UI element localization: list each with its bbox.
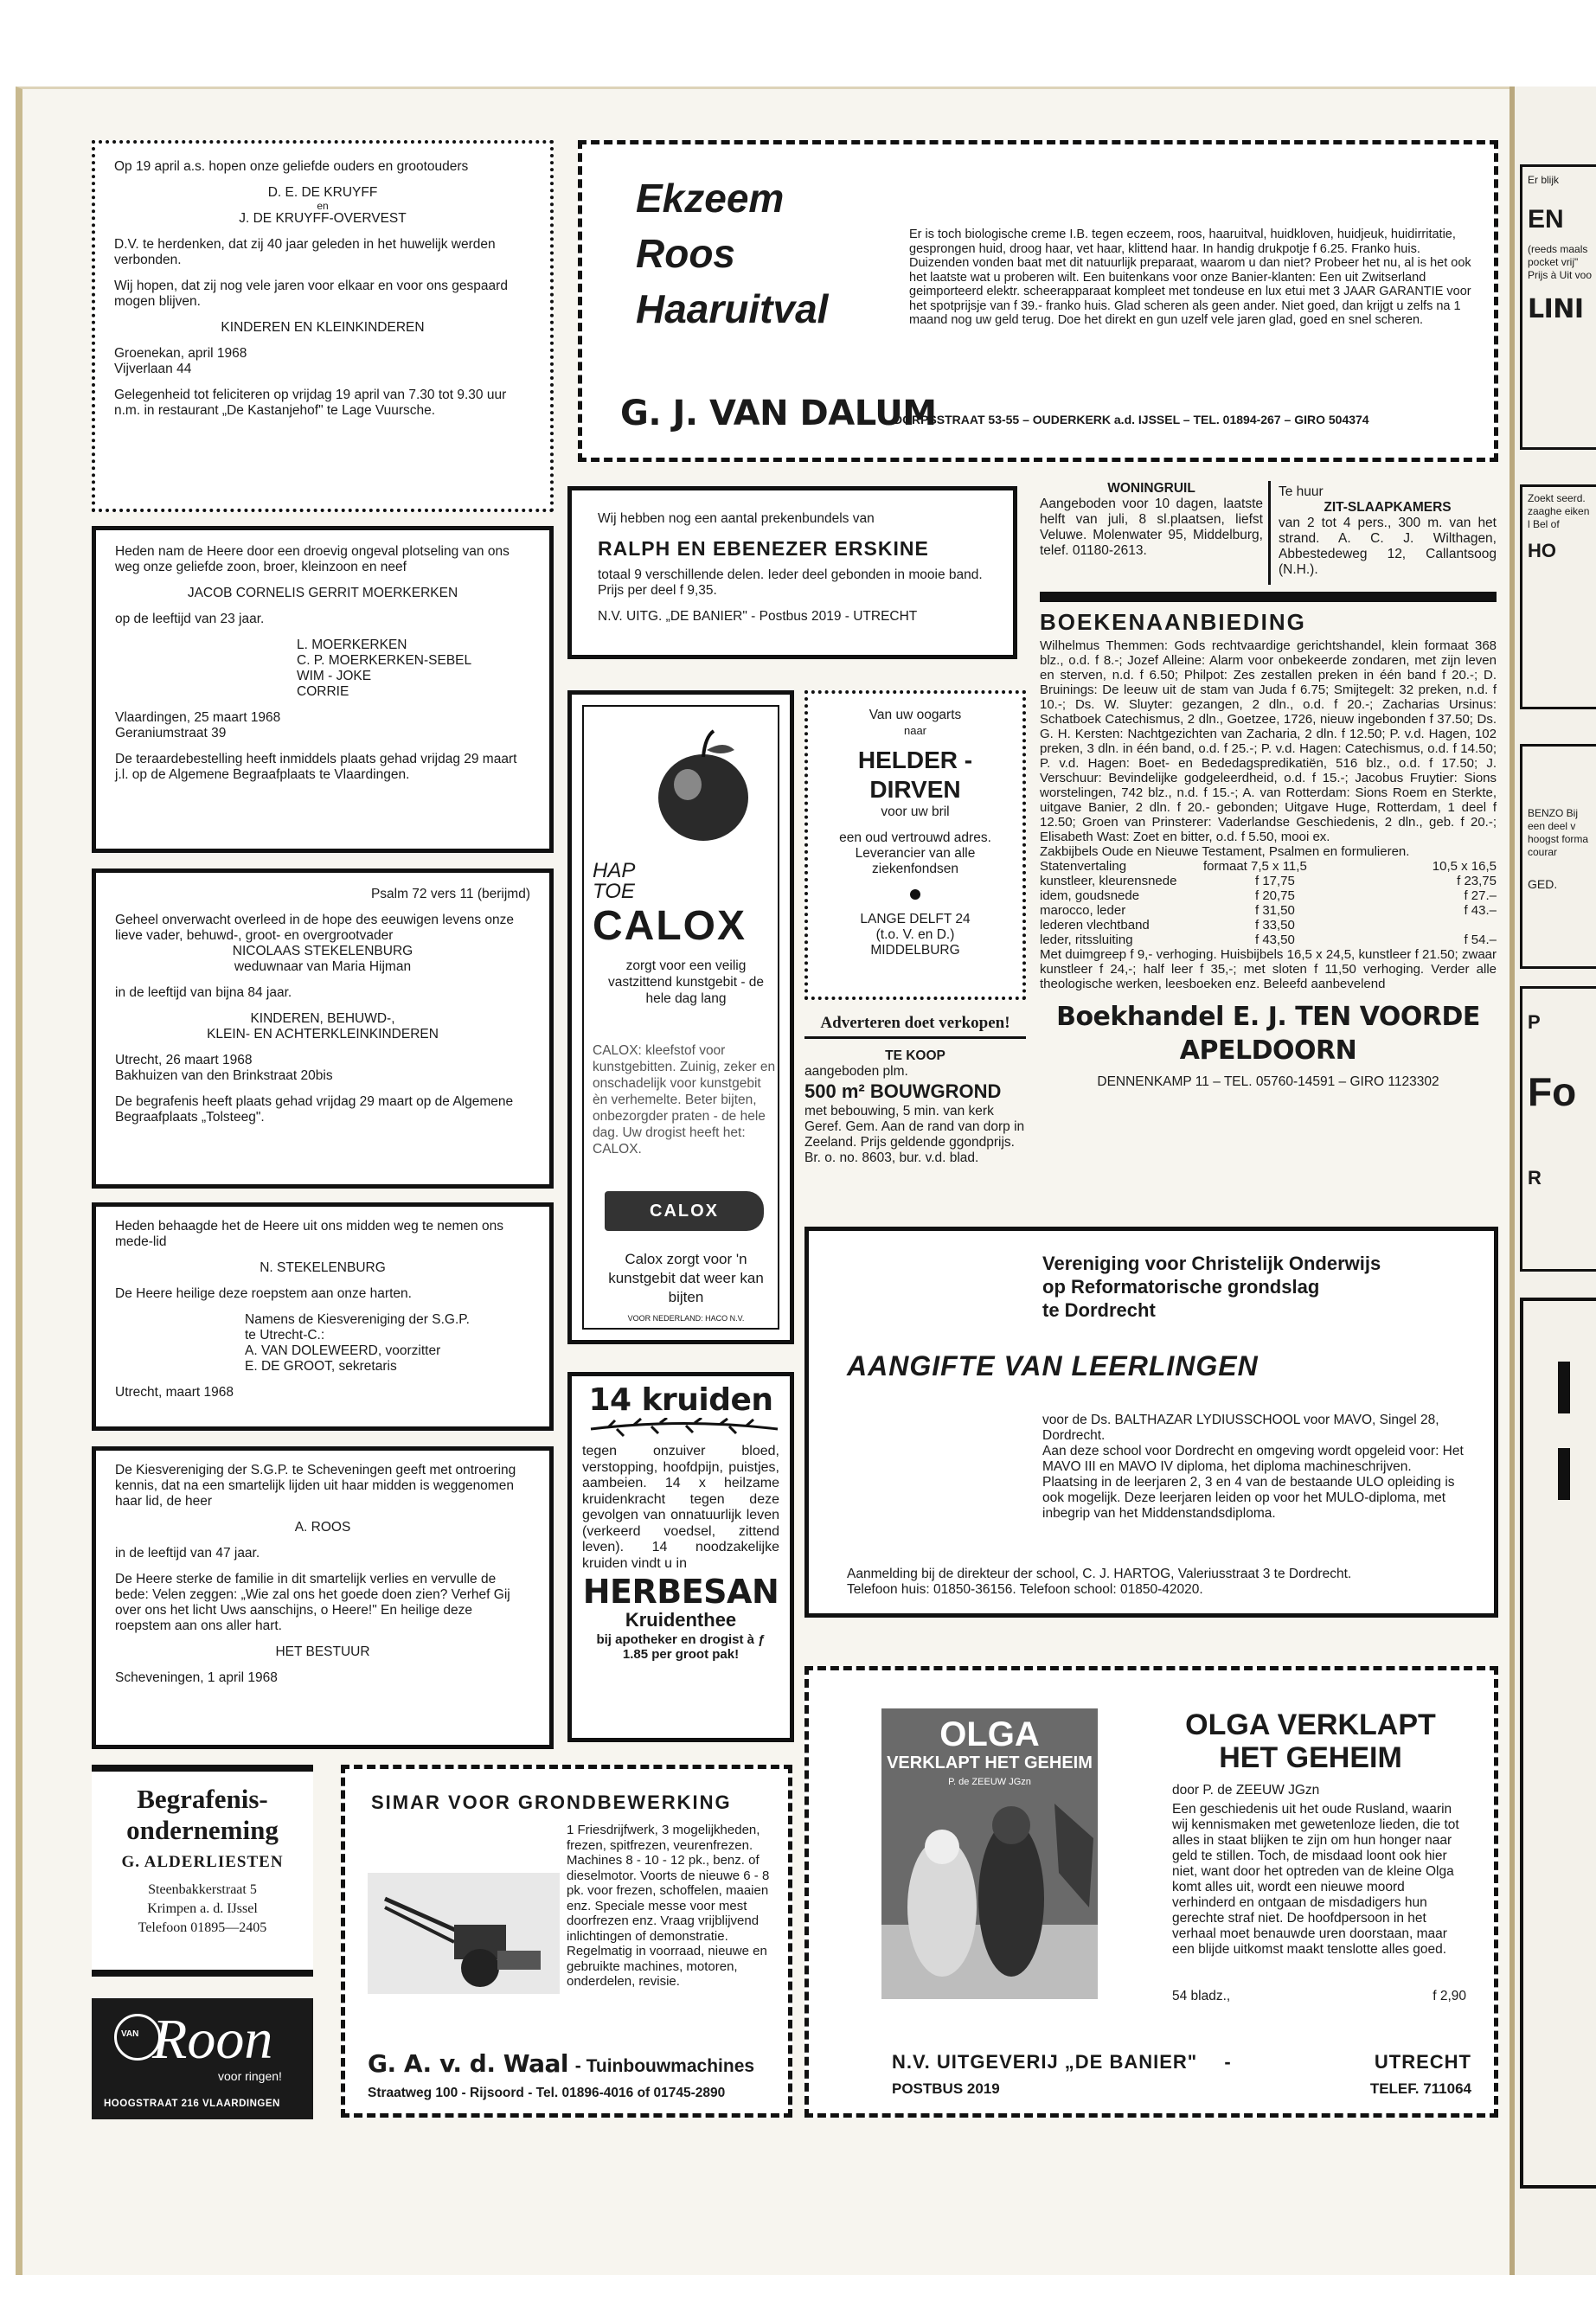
moerkerken-burial: De teraardebestelling heeft inmiddels plaats gehad vrijdag 29 maart j.l. op de Algemene Begraafplaats te Vlaardingen. — [115, 752, 517, 782]
stekelenburg-family-2: KLEIN- EN ACHTERKLEINKINDEREN — [207, 1027, 439, 1042]
neighbor-text-5: Zoekt seerd. zaaghe eiken l Bel of — [1528, 492, 1590, 530]
helder-line-1: Van uw oogarts — [869, 708, 962, 722]
calox-tube-label: CALOX — [650, 1202, 719, 1221]
simar-title: SIMAR VOOR GRONDBEWERKING — [371, 1791, 732, 1813]
table-row — [1040, 903, 1497, 918]
moerkerken-place: Vlaardingen, 25 maart 1968 — [115, 710, 281, 725]
moerkerken-family-3: WIM - JOKE — [297, 669, 372, 683]
land-for-sale-ad — [804, 1048, 1026, 1166]
erskine-publisher: N.V. UITG. „DE BANIER" - Postbus 2019 - UTRECHT — [598, 609, 918, 624]
apple-icon — [651, 724, 755, 845]
koop-line-1: aangeboden plm. — [804, 1064, 908, 1079]
boeken-table-header — [1040, 859, 1497, 874]
bullet-icon — [910, 889, 920, 900]
onderwijs-p3: Plaatsing in de leerjaren 2, 3 en 4 van de bestaande ULO opleiding is ook mogelijk. Deze leerjaren leiden op voor het MULO-diploma, met inbegrip van het Middenstandsdiploma. — [1042, 1475, 1455, 1521]
helder-line-2: naar — [903, 724, 927, 737]
anniversary-intro: Op 19 april a.s. hopen onze geliefde ouders en grootouders — [114, 159, 469, 174]
roon-tagline: voor ringen! — [218, 2069, 282, 2083]
erskine-text: totaal 9 verschillende delen. Ieder deel gebonden in mooie band. Prijs per deel f 9,35. — [598, 567, 983, 598]
table-cell: f 20,75 — [1255, 888, 1295, 903]
olga-cover-3: P. de ZEEUW JGzn — [948, 1777, 1031, 1787]
boeken-col-3: 10,5 x 16,5 — [1432, 859, 1497, 874]
olga-tel: TELEF. 711064 — [1369, 2080, 1471, 2097]
koop-title: TE KOOP — [885, 1048, 945, 1063]
table-row — [1040, 888, 1497, 903]
roon-address: HOOGSTRAAT 216 VLAARDINGEN — [104, 2099, 280, 2109]
school-enrollment-ad — [804, 1227, 1498, 1618]
boeken-address: DENNENKAMP 11 – TEL. 05760-14591 – GIRO 1123302 — [1097, 1074, 1439, 1089]
moerkerken-name: JACOB CORNELIS GERRIT MOERKERKEN — [187, 586, 458, 600]
rooms-for-rent-ad — [1279, 484, 1497, 578]
table-cell: f 43,50 — [1255, 933, 1295, 947]
boeken-shop: Boekhandel E. J. TEN VOORDE — [1056, 1002, 1480, 1032]
snow-scene-illustration — [881, 1786, 1098, 1999]
onderwijs-heading — [1042, 1252, 1381, 1322]
helder-address-3: MIDDELBURG — [870, 943, 960, 958]
sgp-utrecht-sign-4: E. DE GROOT, sekretaris — [245, 1359, 397, 1374]
calox-ad — [567, 690, 794, 1344]
calox-tube-icon — [605, 1191, 764, 1231]
boeken-col-1: Statenvertaling — [1040, 859, 1127, 874]
sgp-utrecht-text: De Heere heilige deze roepstem aan onze harten. — [115, 1286, 412, 1301]
herbesan-price: bij apotheker en drogist à ƒ 1.85 per groot pak! — [596, 1632, 766, 1662]
helder-dirven-ad — [804, 690, 1026, 1000]
neighbor-text-10: Fo — [1528, 1069, 1577, 1114]
moerkerken-intro: Heden nam de Heere door een droevig ongeval plotseling van ons weg onze geliefde zoon, broer, kleinzoon en neef — [115, 544, 510, 574]
olga-text: Een geschiedenis uit het oude Rusland, waarin wij kennismaken met gewetenloze lieden, die tot alles in staat blijken te zijn om hun honger naar geld te stillen. Toch, de misdaad loont ook hier niet, want door het optreden van de kleine Olga komt alles uit, wordt een nieuwe moord verhinderd en ontgaan de misdadigers hun gerechte straf niet. De hoofdpersoon in het verhaal moet benauwde uren doorstaan, maar een blijde uitkomst maakt tenslotte alles goed. — [1172, 1802, 1459, 1957]
moerkerken-family-4: CORRIE — [297, 684, 349, 699]
onderwijs-h2: op Reformatorische grondslag — [1042, 1276, 1320, 1298]
table-cell: marocco, leder — [1040, 903, 1126, 918]
calox-small: VOOR NEDERLAND: HACO N.V. — [627, 1314, 745, 1323]
anniversary-name-2: J. DE KRUYFF-OVERVEST — [239, 211, 407, 226]
neighbor-text-2: EN — [1528, 205, 1564, 234]
ekzeem-body: Er is toch biologische creme I.B. tegen eczeem, roos, haaruitval, huidkloven, huidjeuk, huidirritatie, gesprongen huid, droog haar, vet haar, klittend haar. In handig drukpotje f 6.25. Franko huis. Duizenden vonden baat met dit natuurlijk preparaat, waarom u dan niet? Probeer het nu, al is het ook het laatste wat u proberen wilt. Een buitenkans voor onze Banier-klanten: Een uit Zwitserland geimporteerd elektr. scheerapparaat kompleet met tondeuse en lux etui met 3 JAAR GARANTIE voor het spotprijsje van f 39.- franko huis. Glad scheren als geen ander. Niet goed, dan krijgt u zelfs na 1 maand nog uw geld terug. Doe het direkt en gun uzelf vele jaren glad, goed en snel scheren. — [909, 228, 1471, 327]
onderwijs-p2: Aan deze school voor Dordrecht en omgeving wordt opgeleid voor: Het MAVO III en MAVO IV diploma, het diploma machineschrijven. — [1042, 1444, 1464, 1474]
table-row — [1040, 874, 1497, 888]
anniversary-notice — [92, 140, 554, 512]
notice-sgp-utrecht — [92, 1202, 554, 1431]
helder-address-1: LANGE DELFT 24 — [860, 912, 971, 926]
ekzeem-title — [636, 170, 828, 336]
roon-prefix: VAN — [121, 2029, 139, 2039]
moerkerken-family-1: L. MOERKERKEN — [297, 638, 407, 652]
olga-dash: - — [1224, 2051, 1232, 2073]
stekelenburg-psalm: Psalm 72 vers 11 (berijmd) — [370, 887, 530, 901]
helder-title-1: HELDER - — [857, 747, 973, 773]
olga-title-2: HET GEHEIM — [1219, 1741, 1402, 1774]
onderwijs-h3: te Dordrecht — [1042, 1299, 1156, 1321]
roos-intro: De Kiesvereniging der S.G.P. te Scheveningen geeft met ontroering kennis, dat na een smartelijk lijden uit haar midden is weggenomen haar lid, de heer — [115, 1463, 516, 1509]
table-cell: kunstleer, kleurensnede — [1040, 874, 1177, 888]
boeken-extra: Met duimgreep f 9,- verhoging. Huisbijbels 16,5 x 24,5, kunstleer f 21.50; zwaar kunstleer f 24,-; half leer f 35,-; met sloten f 11,50 verhoging. Verder alle theologische werken, leesboeken enz. Beleefd aanbevelend — [1040, 947, 1497, 991]
olga-postbus: POSTBUS 2019 — [892, 2080, 1000, 2097]
stekelenburg-widower: weduwnaar van Maria Hijman — [234, 959, 412, 974]
roon-logo: Roon — [152, 2008, 273, 2071]
table-cell: f 33,50 — [1255, 918, 1295, 933]
simar-company: G. A. v. d. Waal — [368, 2049, 568, 2078]
herbesan-subtitle: Kruidenthee — [625, 1609, 737, 1631]
tiller-machine-icon — [368, 1873, 560, 1994]
anniversary-p2: Wij hopen, dat zij nog vele jaren voor elkaar en voor ons gespaard mogen blijven. — [114, 279, 508, 309]
helder-title-2: DIRVEN — [869, 776, 961, 803]
stekelenburg-burial: De begrafenis heeft plaats gehad vrijdag 29 maart op de Algemene Begraafplaats „Tolsteeg". — [115, 1094, 514, 1125]
onderwijs-p4: Aanmelding bij de direkteur der school, C. J. HARTOG, Valeriusstraat 3 te Dordrecht. — [847, 1567, 1352, 1581]
begrafenis-title-1: Begrafenis- — [137, 1784, 268, 1814]
helder-line-4: een oud vertrouwd adres. Leverancier van alle ziekenfondsen — [839, 830, 991, 876]
begrafenis-title-2: onderneming — [126, 1815, 279, 1845]
book-cover-image — [881, 1708, 1098, 1999]
stekelenburg-name: NICOLAAS STEKELENBURG — [232, 944, 413, 958]
boeken-col-2: formaat 7,5 x 11,5 — [1203, 859, 1307, 874]
neighbor-text-4: LINI — [1528, 294, 1584, 324]
olga-cover-1: OLGA — [939, 1715, 1040, 1753]
olga-pages: 54 bladz., — [1172, 1989, 1231, 2003]
calox-hap: HAP — [593, 859, 636, 882]
stekelenburg-street: Bakhuizen van den Brinkstraat 20bis — [115, 1068, 333, 1083]
anniversary-reception: Gelegenheid tot feliciteren op vrijdag 19 april van 7.30 tot 9.30 uur n.m. in restaurant „De Kastanjehof" te Lage Vuursche. — [114, 388, 507, 418]
table-cell: f 31,50 — [1255, 903, 1295, 918]
obituary-stekelenburg — [92, 868, 554, 1189]
calox-tagline-2: Calox zorgt voor 'n kunstgebit dat weer kan bijten — [608, 1251, 764, 1305]
neighbor-text-3: (reeds maals pocket vrij" Prijs à Uit voo — [1528, 243, 1593, 281]
obituary-moerkerken — [92, 526, 554, 853]
calox-toe: TOE — [593, 880, 635, 903]
calox-body: CALOX: kleefstof voor kunstgebitten. Zuinig, zeker en onschadelijk voor kunstgebit èn verhemelte. Beter bijten, onbezorgder praten - de hele dag. Uw drogist heeft het: CALOX. — [593, 1043, 776, 1157]
olga-city: UTRECHT — [1374, 2051, 1471, 2073]
simar-address: Straatweg 100 - Rijsoord - Tel. 01896-4016 of 01745-2890 — [368, 2086, 726, 2100]
boeken-text: Wilhelmus Themmen: Gods rechtvaardige gerichtshandel, klein formaat 368 blz., o.d. f 8.-; Jozef Alleine: Alarm voor onbekeerde zondaren, met zijn leven en sterven, n.d. f 6.50; Philpot: Zes zestallen preken in één band f 20.-; D. Bruinings: De leeuw uit de stam van Juda f 6.75; Smijtegelt: 32 preken, n.d. f 10.-; Ds. W. Sluyter: gezangen, 2 dln., o.d. f 20.-; Zacharias Ursinus: Schatboek Catechismus, 2 dln., Goetzee, 1726, nieuw ingebonden f 37.50; Ds. G. H. Kersten: Nachtgezichten van Zacharia, 2 dln. f 12.50; P. v.d. Hagen, 102 preken, 3 dln. in één band, o.d. f 25.-; P. v.d. Hagen: Catechismus, o.d. f 14.50; P. v.d. Hagen: Boet- en Bededagspredikatiën, 516 blz., o.d. f 17.50; J. Verschuur: Bevindelijke godgeleerdheid, o.d. f 15.-; Jacobus Fruytier: Sions worstelingen, 742 blz., n.d. f 15.-; A. van Rotterdam: Sions Roem en Sterkte, uitgave Banier, 2 dln. f 20.- gebonden; Uitgave Huge, Rotterdam, 1 deel f 12.50; Groen van Prinsterer: Vaderlandse Geschiedenis, 2 dln., geb. f 20.-; Elisabeth Wast: Zoet en bitter, o.d. f 5.50, mooi ex. — [1040, 638, 1497, 844]
onderwijs-h1: Vereniging voor Christelijk Onderwijs — [1042, 1253, 1381, 1274]
advertise-slogan: Adverteren doet verkopen! — [804, 1014, 1026, 1039]
neighbor-text-6: HO — [1528, 540, 1556, 561]
roos-text: De Heere sterke de familie in dit smartelijk verlies en vervulle de bede: Velen zeggen: „Wie zal ons het goede doen zien? Verhef Gij over ons het licht Uws aanschijns, o Heere!" En heilige deze roepstem aan ons aller hart. — [115, 1572, 510, 1633]
table-row — [1040, 918, 1497, 933]
anniversary-place: Groenekan, april 1968 — [114, 346, 247, 361]
sgp-utrecht-sign-1: Namens de Kiesvereniging der S.G.P. — [245, 1312, 470, 1327]
erskine-intro: Wij hebben nog een aantal prekenbundels van — [598, 511, 875, 526]
herbesan-ad — [567, 1372, 794, 1742]
olga-book-ad — [804, 1666, 1498, 2118]
olga-price: f 2,90 — [1433, 1989, 1466, 2003]
roos-name: A. ROOS — [294, 1520, 351, 1535]
sgp-utrecht-sign-2: te Utrecht-C.: — [245, 1328, 325, 1343]
moerkerken-street: Geraniumstraat 39 — [115, 726, 227, 740]
kruiden-text: tegen onzuiver bloed, verstopping, hoofdpijn, puistjes, aambeien. 14 x heilzame kruidenkracht tegen deze gevolgen van onnatuurlijk leven (verkeerd voedsel, zittend leven). 14 noodzakelijke kruiden vindt u in — [582, 1444, 779, 1571]
begrafenis-town: Krimpen a. d. IJssel — [147, 1901, 258, 1916]
sgp-utrecht-intro: Heden behaagde het de Heere uit ons midden weg te nemen ons mede-lid — [115, 1219, 503, 1249]
helder-line-3: voor uw bril — [881, 804, 950, 819]
huur-text: van 2 tot 4 pers., 300 m. van het strand. A. C. J. Wilthagen, Abbestedeweg 12, Callantsoog (N.H.). — [1279, 516, 1497, 577]
begrafenis-street: Steenbakkerstraat 5 — [148, 1882, 257, 1897]
book-offer-ad — [1040, 592, 1497, 1090]
erskine-ad — [567, 486, 1017, 659]
boeken-title: BOEKENAANBIEDING — [1040, 609, 1306, 635]
table-cell: leder, ritssluiting — [1040, 933, 1133, 947]
olga-title-1: OLGA VERKLAPT — [1185, 1708, 1436, 1741]
house-exchange-ad — [1040, 481, 1263, 559]
neighbor-text-11: R — [1528, 1167, 1542, 1189]
koop-headline: 500 m² BOUWGROND — [804, 1080, 1002, 1102]
onderwijs-p1: voor de Ds. BALTHAZAR LYDIUSSCHOOL voor MAVO, Singel 28, Dordrecht. — [1042, 1413, 1439, 1443]
anniversary-and: en — [317, 200, 329, 212]
olga-title — [1138, 1708, 1484, 1774]
roos-place: Scheveningen, 1 april 1968 — [115, 1670, 278, 1685]
olga-publisher: N.V. UITGEVERIJ „DE BANIER" — [892, 2051, 1198, 2073]
erskine-name: RALPH EN EBENEZER ERSKINE — [598, 537, 929, 560]
olga-cover-2: VERKLAPT HET GEHEIM — [887, 1753, 1093, 1772]
table-cell: f 43.– — [1464, 903, 1497, 918]
herb-branch-icon — [582, 1418, 786, 1440]
table-cell: f 27.– — [1464, 888, 1497, 903]
ekzeem-title-3: Haaruitval — [636, 286, 829, 331]
kruiden-title: 14 kruiden — [588, 1382, 773, 1418]
roos-board: HET BESTUUR — [275, 1644, 370, 1659]
onderwijs-body — [1042, 1413, 1475, 1522]
table-cell: f 23,75 — [1457, 874, 1497, 888]
table-cell: lederen vlechtband — [1040, 918, 1150, 933]
neighbor-text-8: GED. — [1528, 877, 1558, 891]
notice-roos — [92, 1446, 554, 1749]
helder-address-2: (t.o. V. en D.) — [875, 927, 955, 942]
woning-text: Aangeboden voor 10 dagen, laatste helft van juli, 8 sl.plaatsen, liefst Veluwe. Molenwater 95, Middelburg, telef. 01180-2613. — [1040, 497, 1263, 558]
stekelenburg-family-1: KINDEREN, BEHUWD-, — [250, 1011, 395, 1026]
anniversary-family: KINDEREN EN KLEINKINDEREN — [221, 320, 425, 335]
koop-text: met bebouwing, 5 min. van kerk Geref. Gem. Aan de rand van dorp in Zeeland. Prijs geldende ggondprijs. Br. o. no. 8603, bur. v.d. blad. — [804, 1104, 1025, 1165]
begrafenis-phone: Telefoon 01895—2405 — [138, 1920, 267, 1935]
funeral-director-ad — [92, 1765, 313, 1977]
herbesan-brand: HERBESAN — [582, 1573, 779, 1611]
neighbor-text-1: Er blijk — [1528, 174, 1560, 186]
olga-publisher-line — [892, 2051, 1471, 2073]
simar-text: 1 Friesdrijfwerk, 3 mogelijkheden, frezen, spitfrezen, veurenfrezen. Machines 8 - 10 - 12 pk., benz. of dieselmotor. Voorts de nieuwe 6 - 8 pk. voor frezen, schoffelen, maaien enz. Speciale messe voor mest doorfrezen enz. Vraag vrijblijvend inlichtingen of demonstratie. Regelmatig in voorraad, nieuwe en gebruikte machines, motoren, onderdelen, revisie. — [567, 1823, 770, 1989]
stekelenburg-intro: Geheel onverwacht overleed in de hope des eeuwigen levens onze lieve vader, behuwd-, groot- en overgrootvader — [115, 913, 515, 943]
simar-company-sub: - Tuinbouwmachines — [574, 2056, 755, 2076]
table-cell: f 17,75 — [1255, 874, 1295, 888]
stekelenburg-place: Utrecht, 26 maart 1968 — [115, 1053, 253, 1067]
begrafenis-name: G. ALDERLIESTEN — [121, 1853, 284, 1871]
boeken-bible-line: Zakbijbels Oude en Nieuwe Testament, Psalmen en formulieren. — [1040, 844, 1410, 859]
calox-brand: CALOX — [593, 903, 747, 949]
anniversary-street: Vijverlaan 44 — [114, 362, 192, 376]
adjacent-page-strip — [1509, 87, 1596, 2275]
huur-title: ZIT-SLAAPKAMERS — [1324, 500, 1452, 515]
moerkerken-family-2: C. P. MOERKERKEN-SEBEL — [297, 653, 472, 668]
anniversary-name-1: D. E. DE KRUYFF — [267, 185, 378, 200]
ekzeem-address: DORPSSTRAAT 53-55 – OUDERKERK a.d. IJSSEL – TEL. 01894-267 – GIRO 504374 — [894, 413, 1369, 426]
olga-contact-line — [892, 2080, 1471, 2098]
olga-author: door P. de ZEEUW JGzn — [1172, 1783, 1320, 1798]
moerkerken-age: op de leeftijd van 23 jaar. — [115, 612, 265, 626]
sgp-utrecht-sign-3: A. VAN DOLEWEERD, voorzitter — [245, 1343, 441, 1358]
table-row — [1040, 933, 1497, 947]
neighbor-text-9: P — [1528, 1011, 1541, 1033]
huur-line-1: Te huur — [1279, 484, 1324, 499]
neighbor-text-7: BENZO Bij een deel v hoogst forma courar — [1528, 807, 1589, 858]
simar-company-line — [368, 2049, 754, 2078]
onderwijs-footer — [847, 1567, 1401, 1598]
sgp-utrecht-name: N. STEKELENBURG — [260, 1260, 386, 1275]
table-cell — [1401, 918, 1497, 933]
onderwijs-title: AANGIFTE VAN LEERLINGEN — [847, 1350, 1259, 1381]
ekzeem-ad — [578, 140, 1498, 462]
table-cell: idem, goudsnede — [1040, 888, 1140, 903]
ekzeem-company: G. J. VAN DALUM — [620, 394, 937, 433]
table-cell: f 54.– — [1464, 933, 1497, 947]
column-divider — [1268, 481, 1271, 585]
roos-age: in de leeftijd van 47 jaar. — [115, 1546, 260, 1561]
boeken-city: APELDOORN — [1179, 1035, 1357, 1066]
anniversary-p1: D.V. te herdenken, dat zij 40 jaar geleden in het huwelijk werden verbonden. — [114, 237, 496, 267]
onderwijs-p5: Telefoon huis: 01850-36156. Telefoon school: 01850-42020. — [847, 1582, 1203, 1597]
olga-price-line — [1172, 1989, 1466, 2004]
stekelenburg-age: in de leeftijd van bijna 84 jaar. — [115, 985, 292, 1000]
ekzeem-title-2: Roos — [636, 231, 735, 276]
calox-tagline-1: zorgt voor een veilig vastzittend kunstgebit - de hele dag lang — [607, 958, 765, 1006]
woning-title: WONINGRUIL — [1107, 481, 1195, 496]
roon-jeweler-ad — [92, 1998, 313, 2119]
sgp-utrecht-place: Utrecht, maart 1968 — [115, 1385, 234, 1400]
simar-ad — [341, 1765, 792, 2118]
ekzeem-title-1: Ekzeem — [636, 176, 785, 221]
